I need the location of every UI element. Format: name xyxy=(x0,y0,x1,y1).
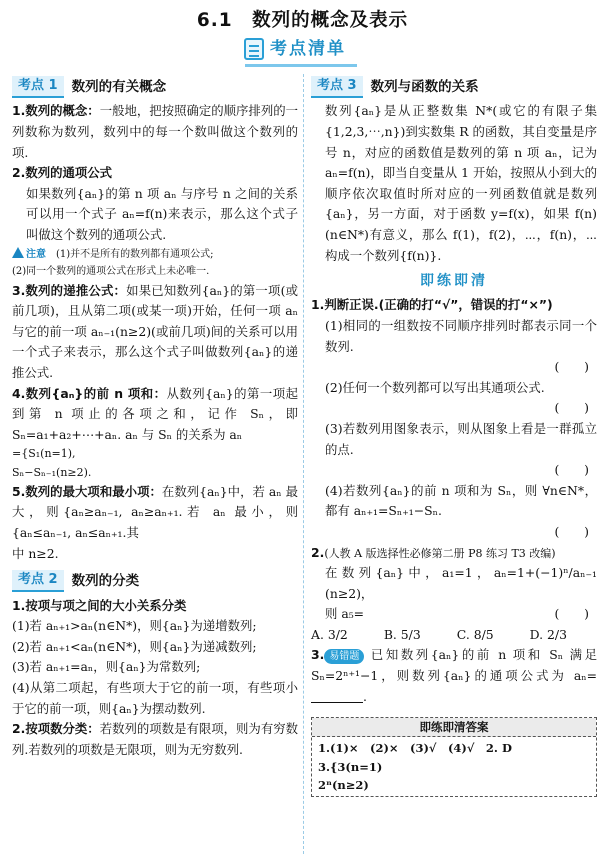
question-2-heading: 2.(人教 A 版选择性必修第二册 P8 练习 T3 改编) xyxy=(311,544,556,560)
warning-icon xyxy=(12,247,24,258)
option-a[interactable]: A. 3/2 xyxy=(311,626,348,642)
section-3-title: 数列与函数的关系 xyxy=(370,79,479,95)
question-2-body: 在数列{aₙ}中，a₁=1，aₙ=1+(−1)ⁿ/aₙ₋₁ (n≥2)， xyxy=(325,565,597,601)
partial-sum: 4.数列{aₙ}的前 n 项和：从数列{aₙ}的第一项起到第 n 项止的各项之和，记作 Sₙ，即 Sₙ=a₁+a₂+⋯+aₙ. aₙ 与 Sₙ 的关系为 aₙ xyxy=(12,385,298,442)
question-2-options xyxy=(311,625,597,646)
question-1-3: (3)若数列用图象表示，则从图象上看是一群孤立的点. xyxy=(325,420,597,457)
answer-line-1: 1.(1)× (2)× (3)√ (4)√ 2. D xyxy=(318,741,512,756)
left-column xyxy=(12,74,298,760)
answer-slot-1-4[interactable]: ( ) xyxy=(554,523,589,539)
page-title: 6.1 数列的概念及表示 xyxy=(196,10,409,31)
increasing-sequence: (1)若 aₙ₊₁>aₙ(n∈N*)，则{aₙ}为递增数列; xyxy=(12,618,257,634)
section-3-header xyxy=(311,76,597,98)
general-term-heading: 2.数列的通项公式 xyxy=(12,165,113,181)
column-divider xyxy=(303,74,304,854)
option-c[interactable]: C. 8/5 xyxy=(456,626,494,642)
note-tag: 注意 xyxy=(26,248,46,260)
question-1-heading: 1.判断正误.(正确的打“√”，错误的打“×”) xyxy=(311,297,553,313)
banner xyxy=(244,36,346,62)
answer-slot-1-1[interactable]: ( ) xyxy=(554,359,589,375)
recursive-formula: 3.数列的递推公式：如果已知数列{aₙ}的第一项(或前几项)，且从第二项(或某一项)开始，任何一项 aₙ 与它的前一项 aₙ₋₁(n≥2)(或前几项)间的关系可以用一个式子来表示，那么这个式子叫做数列{aₙ}的递推公式. xyxy=(12,282,298,380)
max-min-condition: 中 n≥2. xyxy=(12,545,59,561)
option-d[interactable]: D. 2/3 xyxy=(529,626,567,642)
classification-by-count: 2.按项数分类：若数列的项数是有限项，则为有穷数列.若数列的项数是无限项，则为无穷数列. xyxy=(12,721,298,757)
section-3-tag: 考点 3 xyxy=(311,76,363,98)
answer-box-body xyxy=(312,737,596,796)
answer-line-3b: 2ⁿ(n≥2) xyxy=(318,778,369,793)
concept-definition: 1.数列的概念：一般地，把按照确定的顺序排列的一列数称为数列，数列中的每一个数叫做这个数列的项. xyxy=(12,103,298,160)
section-1-header xyxy=(12,76,298,98)
section-1-tag: 考点 1 xyxy=(12,76,64,98)
practice-heading: 即练即清 xyxy=(420,273,488,290)
section-2-tag: 考点 2 xyxy=(12,570,64,592)
question-1-1: (1)相同的一组数按不同顺序排列时都表示同一个数列. xyxy=(325,317,597,354)
answer-box xyxy=(311,717,597,797)
note-line-2: (2)同一个数列的通项公式在形式上未必唯一. xyxy=(12,266,210,278)
notepad-icon xyxy=(244,38,264,60)
section-1-title: 数列的有关概念 xyxy=(71,79,167,95)
partial-sum-cases: ={S₁(n=1), Sₙ−Sₙ₋₁(n≥2). xyxy=(12,447,92,479)
option-b[interactable]: B. 5/3 xyxy=(383,626,421,642)
banner-label: 考点清单 xyxy=(270,38,346,59)
oscillating-sequence: (4)从第二项起，有些项大于它的前一项，有些项小于它的前一项，则{aₙ}为摆动数列. xyxy=(12,679,298,716)
question-2-ask[interactable]: 则 a₅= ( ) xyxy=(325,606,589,622)
function-relation-body: 数列{aₙ}是从正整数集 N*(或它的有限子集{1,2,3,⋯,n})到实数集 R 的函数，其自变量是序号 n，对应的函数值是数列的第 n 项 aₙ，记为 aₙ=f(n)，即当自变量从 1 开始，按照从小到大的顺序依次取值时所对应的一列函数值就是数列{aₙ}，另一方面，对于函数 y=f(x)，如果 f(n)(n∈N*)有意义，那么 f(1)，f(2)，⋯，f(n)，⋯构成一个数列{f(n)}. xyxy=(325,103,597,263)
note-box xyxy=(12,246,298,281)
answer-slot-1-2[interactable]: ( ) xyxy=(554,400,589,416)
answer-box-title: 即练即清答案 xyxy=(312,718,596,737)
decreasing-sequence: (2)若 aₙ₊₁<aₙ(n∈N*)，则{aₙ}为递减数列; xyxy=(12,638,257,654)
general-term-body: 如果数列{aₙ}的第 n 项 aₙ 与序号 n 之间的关系可以用一个式子 aₙ=f(n)来表示，那么这个式子叫做这个数列的通项公式. xyxy=(26,185,298,242)
question-1-2: (2)任何一个数列都可以写出其通项公式. xyxy=(325,379,545,395)
note-line-1: (1)并不是所有的数列都有通项公式; xyxy=(56,248,214,260)
answer-blank[interactable] xyxy=(311,691,363,703)
max-min-term: 5.数列的最大项和最小项：在数列{aₙ}中，若 aₙ 最大，则{aₙ≥aₙ₋₁, aₙ≥aₙ₊₁.若 aₙ 最小，则{aₙ≤aₙ₋₁, aₙ≤aₙ₊₁.其 xyxy=(12,483,298,540)
right-column xyxy=(311,74,597,797)
error-prone-badge: 易错题 xyxy=(324,649,364,664)
section-2-header xyxy=(12,570,298,592)
answer-line-3a: 3.{3(n=1) xyxy=(318,759,383,774)
classification-by-size-heading: 1.按项与项之间的大小关系分类 xyxy=(12,597,187,613)
constant-sequence: (3)若 aₙ₊₁=aₙ，则{aₙ}为常数列; xyxy=(12,659,201,675)
question-3: 3. 易错题 已知数列{aₙ}的前 n 项和 Sₙ 满足 Sₙ=2ⁿ⁺¹−1，则数列{aₙ}的通项公式为 aₙ=. xyxy=(311,647,597,704)
section-2-title: 数列的分类 xyxy=(71,573,140,590)
question-1-4: (4)若数列{aₙ}的前 n 项和为 Sₙ，则 ∀n∈N*，都有 aₙ₊₁=Sₙ₊₁−Sₙ. xyxy=(325,482,597,519)
banner-underline xyxy=(245,64,357,67)
answer-slot-1-3[interactable]: ( ) xyxy=(554,462,589,478)
